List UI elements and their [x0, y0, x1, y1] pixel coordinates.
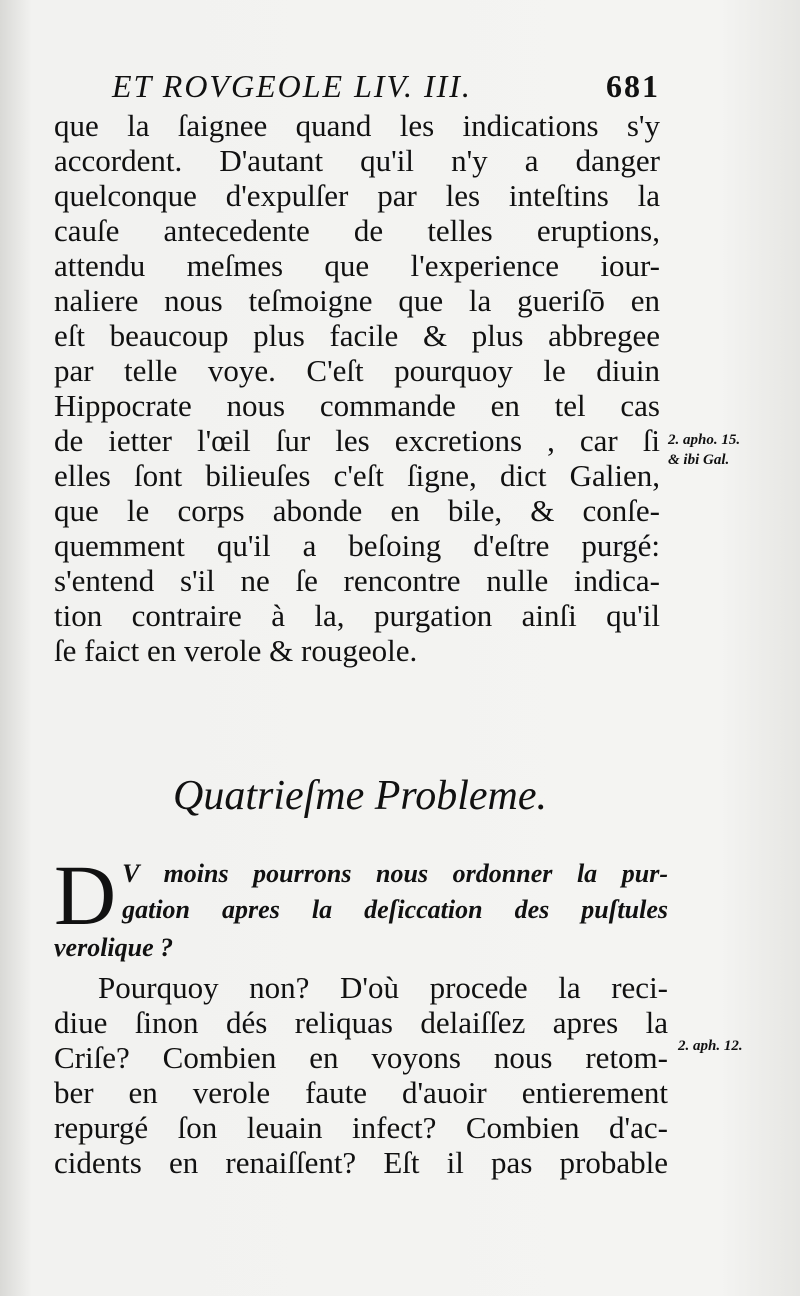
text-line: cidents en renaiſſent? Eſt il pas probable: [54, 1145, 668, 1180]
text-line: par telle voye. C'eſt pourquoy le diuin: [54, 353, 660, 388]
text-line: diue ſinon dés reliquas delaiſſez apres la: [54, 1005, 668, 1040]
text-line: attendu meſmes que l'experience iour-: [54, 248, 660, 283]
margin-note-line: & ibi Gal.: [668, 452, 730, 468]
margin-note-line: 2. apho. 15.: [668, 432, 741, 448]
problem-question: [54, 847, 668, 966]
text-line: naliere nous teſmoigne que la gueriſō en: [54, 283, 660, 318]
drop-cap: D: [54, 847, 117, 943]
text-line: quelconque d'expulſer par les inteſtins la: [54, 178, 660, 213]
text-line: Hippocrate nous commande en tel cas: [54, 388, 660, 423]
text-line: ber en verole faute d'auoir entierement: [54, 1075, 668, 1110]
question-line: gation apres la deſiccation des puſtules: [122, 895, 668, 924]
text-line: s'entend s'il ne ſe rencontre nulle indica-: [54, 563, 660, 598]
text-line: tion contraire à la, purgation ainſi qu'il: [54, 598, 660, 633]
text-line: cauſe antecedente de telles eruptions,: [54, 213, 660, 248]
text-line: eſt beaucoup plus facile & plus abbregee: [54, 318, 660, 353]
text-line: que la ſaignee quand les indications s'y: [54, 108, 660, 143]
text-line: que le corps abonde en bile, & conſe-: [54, 493, 660, 528]
running-header: [112, 68, 660, 105]
page-number: 681: [606, 68, 660, 104]
margin-note-reference: [668, 430, 740, 470]
text-line: Criſe? Combien en voyons nous retom-: [54, 1040, 668, 1075]
answer-paragraph: [54, 970, 668, 1180]
text-line: elles ſont bilieuſes c'eſt ſigne, dict Galien,: [54, 458, 660, 493]
running-title: ET ROVGEOLE LIV. III.: [112, 68, 472, 104]
question-line: V moins pourrons nous ordonner la pur-: [122, 859, 668, 888]
text-line: quemment qu'il a beſoing d'eſtre purgé:: [54, 528, 660, 563]
text-line: ſe faict en verole & rougeole.: [54, 633, 418, 668]
text-line: repurgé ſon leuain infect? Combien d'ac-: [54, 1110, 668, 1145]
body-paragraph: [54, 108, 660, 668]
question-line: verolique ?: [54, 933, 174, 962]
text-line: Pourquoy non? D'où procede la reci-: [98, 970, 668, 1005]
text-line: accordent. D'autant qu'il n'y a danger: [54, 143, 660, 178]
section-heading: Quatrieſme Probleme.: [172, 773, 548, 819]
text-line: de ietter l'œil ſur les excretions , car ſi: [54, 423, 660, 458]
margin-note-reference-2: 2. aph. 12.: [678, 1038, 743, 1054]
